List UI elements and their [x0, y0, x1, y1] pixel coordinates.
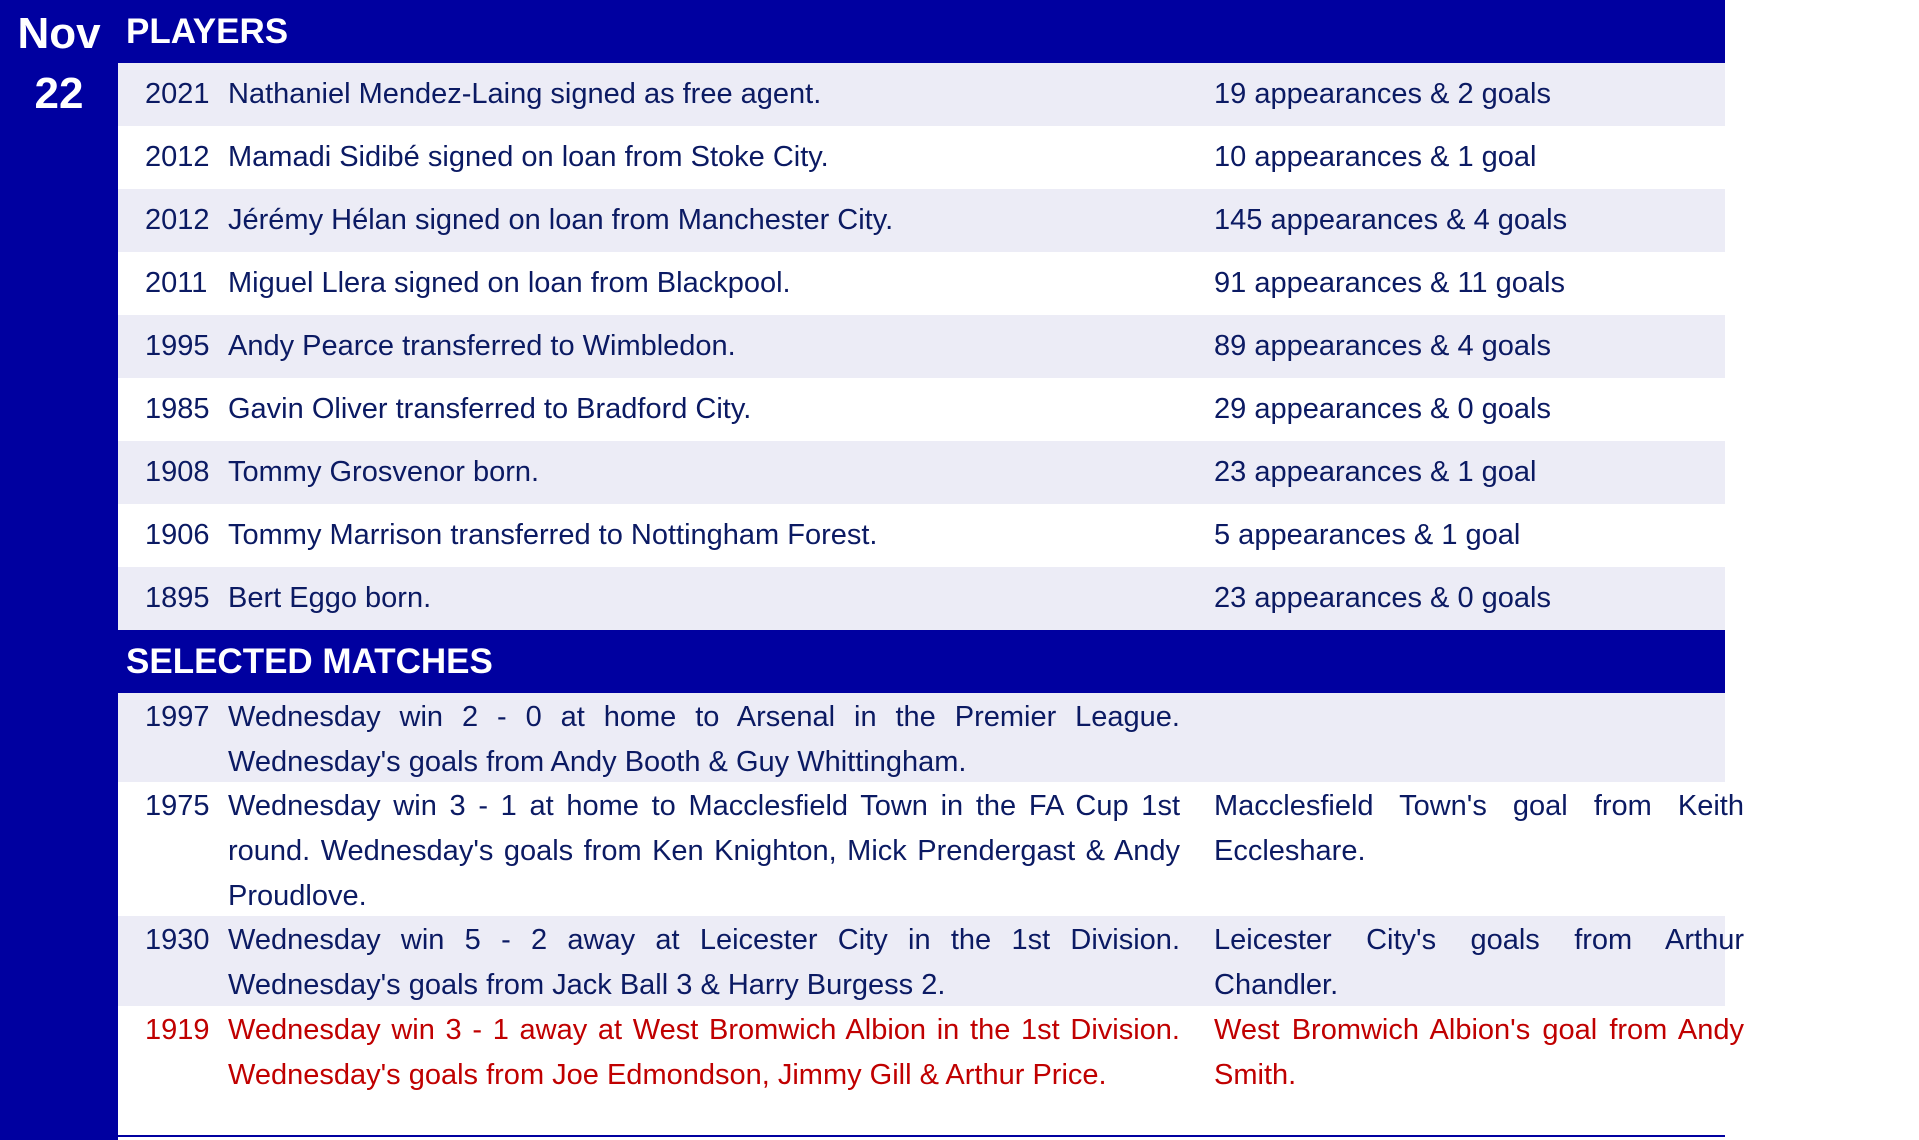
match-text: Wednesday win 5 - 2 away at Leicester City in the 1st Division. Wednesday's goals from Jack Ball 3 & Harry Burgess 2.	[228, 924, 1180, 1001]
player-year: 1908	[145, 456, 210, 488]
match-year: 1919	[145, 1014, 210, 1046]
matches-list	[118, 693, 1744, 1137]
player-text: Miguel Llera signed on loan from Blackpool.	[228, 267, 791, 299]
players-title: PLAYERS	[126, 11, 289, 51]
player-row	[118, 378, 1725, 441]
player-stats: 10 appearances & 1 goal	[1214, 141, 1537, 173]
player-stats: 145 appearances & 4 goals	[1214, 204, 1568, 236]
date-day: 22	[34, 69, 84, 118]
player-year: 2011	[145, 267, 208, 299]
match-text: Wednesday win 3 - 1 away at West Bromwich Albion in the 1st Division. Wednesday's goals from Joe Edmondson, Jimmy Gill & Arthur Price.	[228, 1014, 1180, 1091]
match-year: 1975	[145, 790, 210, 822]
player-year: 1985	[145, 393, 210, 425]
player-text: Gavin Oliver transferred to Bradford City.	[228, 393, 752, 425]
match-opponent-goals: West Bromwich Albion's goal from Andy Smith.	[1214, 1014, 1744, 1091]
date-column	[0, 0, 118, 1140]
player-stats: 23 appearances & 1 goal	[1214, 456, 1537, 488]
player-row	[118, 252, 1725, 315]
player-year: 1995	[145, 330, 210, 362]
match-row-highlighted	[118, 1006, 1744, 1137]
match-opponent-goals: Leicester City's goals from Arthur Chandler.	[1214, 924, 1744, 1001]
match-opponent-goals: Macclesfield Town's goal from Keith Eccleshare.	[1214, 790, 1744, 867]
match-text: Wednesday win 2 - 0 at home to Arsenal in the Premier League. Wednesday's goals from Andy Booth & Guy Whittingham.	[228, 701, 1180, 778]
player-year: 1906	[145, 519, 210, 551]
player-stats: 5 appearances & 1 goal	[1214, 519, 1521, 551]
player-stats: 19 appearances & 2 goals	[1214, 78, 1551, 110]
match-row	[118, 693, 1725, 782]
matches-title: SELECTED MATCHES	[126, 641, 493, 681]
player-row	[118, 567, 1725, 630]
player-text: Tommy Grosvenor born.	[228, 456, 540, 488]
match-year: 1997	[145, 701, 210, 733]
player-text: Jérémy Hélan signed on loan from Manchester City.	[228, 204, 894, 236]
date-month: Nov	[17, 9, 101, 58]
match-row	[118, 782, 1744, 916]
player-stats: 23 appearances & 0 goals	[1214, 582, 1551, 614]
match-text: Wednesday win 3 - 1 at home to Macclesfield Town in the FA Cup 1st round. Wednesday's goals from Ken Knighton, Mick Prendergast & Andy Proudlove.	[228, 790, 1180, 912]
player-year: 2012	[145, 141, 210, 173]
player-text: Andy Pearce transferred to Wimbledon.	[228, 330, 736, 362]
player-stats: 29 appearances & 0 goals	[1214, 393, 1551, 425]
match-row	[118, 916, 1744, 1006]
player-year: 2021	[145, 78, 210, 110]
player-stats: 91 appearances & 11 goals	[1214, 267, 1565, 299]
player-row	[118, 189, 1725, 252]
player-row	[118, 441, 1725, 504]
player-row	[118, 315, 1725, 378]
player-row	[118, 504, 1725, 567]
player-text: Nathaniel Mendez-Laing signed as free agent.	[228, 78, 822, 110]
players-list	[118, 63, 1725, 630]
player-row	[118, 126, 1725, 189]
matches-section-header	[118, 630, 1725, 693]
player-text: Bert Eggo born.	[228, 582, 432, 614]
player-row	[118, 63, 1725, 126]
player-text: Mamadi Sidibé signed on loan from Stoke City.	[228, 141, 829, 173]
player-text: Tommy Marrison transferred to Nottingham Forest.	[228, 519, 878, 551]
content-area	[118, 0, 1744, 1137]
player-stats: 89 appearances & 4 goals	[1214, 330, 1551, 362]
player-year: 2012	[145, 204, 210, 236]
match-year: 1930	[145, 924, 210, 956]
players-section-header	[118, 0, 1725, 63]
player-year: 1895	[145, 582, 210, 614]
